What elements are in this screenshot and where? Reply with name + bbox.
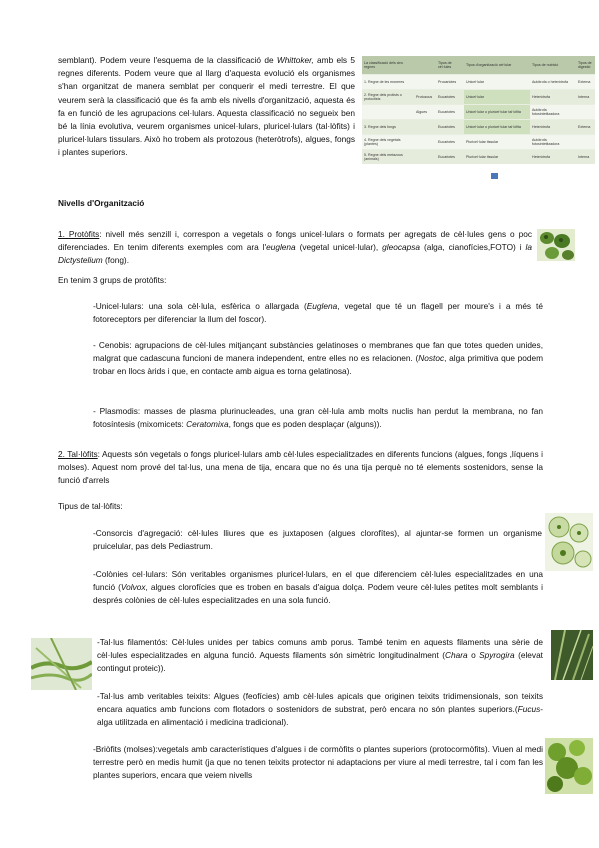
table-row: [362, 105, 595, 120]
protofits-paragraph: [58, 228, 532, 268]
plasmodis-paragraph: [93, 405, 543, 431]
protofits-italic: euglena: [266, 242, 296, 253]
unicelulars-text: -Unicel·lulars: una sola cèl·lula, esfèrica o allargada (: [93, 301, 307, 311]
table-row: [362, 75, 595, 90]
table-header-cell: La classificació dels cinc regnes: [362, 56, 414, 75]
table-cell: [414, 150, 436, 165]
protofits-italic: la Dictystelium: [58, 242, 532, 266]
filamentosos-text: -Tal·lus filamentós: Cèl·lules unides per tabics comuns amb porus. També tenim en aquests filaments una sèrie de cèl·lules especialitzades en alguna funció. Aquests filaments són simètric longitudinalment (: [97, 637, 543, 661]
chara-illustration: [31, 638, 92, 690]
table-row: [362, 135, 595, 150]
spirogyra-photo: [551, 630, 593, 680]
table-cell: Pluricel·lular tissular: [464, 135, 530, 150]
protofits-italic: gleocapsa: [382, 242, 420, 253]
protofits-text: (vegetal unicel·lular),: [295, 242, 383, 253]
talofits-paragraph: [58, 448, 543, 488]
filamentosos-text: (elevat contingut proteic)).: [97, 650, 543, 674]
cenobis-text: - Cenobis: agrupacions de cèl·lules mitjançant substàncies gelatinoses o membranes que fan que totes queden unides, malgrat que cadascuna funcioni de manera independent, entre elles no es relacionen. (: [93, 340, 543, 364]
types-title: Tipus de tal·lòfits:: [58, 501, 123, 511]
table-cell: Eucariotes: [436, 120, 464, 135]
colonies-paragraph: [93, 568, 543, 608]
table-cell: Protozous: [414, 90, 436, 105]
protofits-text: (fong).: [102, 255, 130, 266]
table-cell: 1. Regne de les moneres: [362, 75, 414, 90]
table-cell: Heteròtrofa: [530, 90, 576, 105]
unicelulars-paragraph: [93, 300, 543, 326]
cenobis-text: , alga primitiva que podem trobar en llocs àrids i que, en contacte amb aigua es torna gelatinosa).: [93, 353, 544, 377]
unicelulars-text: , vegetal que té un flagell per moure's i a més té fotoreceptors per diferenciar la llum del foscor).: [93, 301, 543, 325]
table-cell: Eucariotes: [436, 105, 464, 120]
table-header-cell: Tipus de digestió: [576, 56, 595, 75]
table-cell: 3. Regne dels fongs: [362, 120, 414, 135]
filamentosos-text: o: [467, 650, 480, 661]
talofits-heading: 2. Tal·lòfits: [58, 449, 98, 459]
table-cell: Unicel·lular: [464, 90, 530, 105]
table-cell: [576, 105, 595, 120]
table-cell: Unicel·lular: [464, 75, 530, 90]
table-cell: Externa: [576, 75, 595, 90]
table-header-cell: [414, 56, 436, 75]
table-cell: Autòtrofa o heteròtrofa: [530, 75, 576, 90]
plasmodis-text: , fongs que es poden desplaçar (alguns)).: [228, 419, 382, 430]
euglena-italic: Euglena: [306, 301, 338, 311]
consorcis-paragraph: -Consorcis d'agregació: cèl·lules lliures que es juxtaposen (algues clorofítes), al ajuntar-se formen un organisme pruicelular, pas dels Pediastrum.: [93, 528, 542, 552]
teixits-paragraph: [97, 690, 543, 730]
colonies-text: -Colònies cel·lulars: Són veritables organismes pluricel·lulars, en el que diferenciem cèl·lules especialitzades en una funció (: [93, 569, 543, 593]
section-title: Nivells d'Organització: [58, 198, 145, 208]
table-cell: [414, 75, 436, 90]
table-cell: Unicel·lular o pluricel·lular tal·lòfita: [464, 105, 530, 120]
protofits-heading: 1. Protòfits: [58, 229, 100, 239]
spyrogira-italic: Spyrogira: [479, 650, 515, 661]
filamentosos-paragraph: [97, 636, 543, 676]
table-cell: Autòtrofa fotosintetitzadora: [530, 135, 576, 150]
chara-photo: [31, 638, 92, 690]
teixits-text: -Tal·lus amb veritables teixits: Algues (feofícies) amb cèl·lules apicals que originen teixits tridimensionals, son teixits encara aquatics amb funcions com flotadors o sostenidors de substrat, però encara no són plantes superiors.(: [97, 691, 543, 715]
moss-illustration: [545, 738, 593, 794]
spirogyra-illustration: [551, 630, 593, 680]
table-cell: Heteròtrofa: [530, 150, 576, 165]
table-row: [362, 90, 595, 105]
table-cell: Eucariotes: [436, 90, 464, 105]
chara-italic: Chara: [445, 650, 468, 661]
briofits-paragraph: -Briòfits (molses):vegetals amb característiques d'algues i de cormòfits o plantes superiors (protocormòfits). Viuen al medi terrestre però en medis humit (ja que no tenen teixits protector ni adaptacions per viure al medi terrestre, tal i com fan les plantes superiors, encara que veiem nivells: [93, 744, 543, 781]
table-cell: Eucariotes: [436, 135, 464, 150]
moss-photo: [545, 738, 593, 794]
table-cell: Unicel·lular o pluricel·lular tal·lòfita: [464, 120, 530, 135]
table-cell: Interna: [576, 150, 595, 165]
teixits-text: - alga utilitzada en alimentació i medicina tradicional).: [97, 704, 543, 728]
table-cell: [414, 135, 436, 150]
table-cell: Externa: [576, 120, 595, 135]
protofits-text: : nivell més senzill i, correspon a vegetals o fongs unicel·lulars o formats per agregats de cèl·lules gens o poc diferenciades. En tenim diferents exemples com ara l': [58, 229, 532, 253]
table-cell: Heteròtrofa: [530, 120, 576, 135]
table-cell: Autòtrofa fotosintetitzadora: [530, 105, 576, 120]
ceratomixa-italic: Ceratomixa: [186, 419, 229, 430]
talofits-text: : Aquests són vegetals o fongs pluricel·lulars amb cèl·lules especialitzades en diferents funcions (algues, fongs ,líquens i molses). Aquest nom prové del tal·lus, una mena de tija, encara que no és una tija perquè no té elements sostenidors, sense la funció d'arrels: [58, 449, 543, 486]
anchor-marker: [491, 173, 498, 179]
protofits-text: (alga, cianofícies,FOTO) i: [420, 242, 526, 253]
table-cell: [362, 105, 414, 120]
euglena-illustration: [537, 229, 575, 261]
colonies-text: , algues clorofícies que es troben en basals d'aigua dolça. Podem veure cèl·lules petites molt semblants i després colònies de cèl·lules especialitzades en una sola funció.: [93, 582, 543, 606]
volvox-italic: Volvox: [120, 582, 146, 593]
fucus-italic: Fucus: [517, 704, 541, 715]
nostoc-italic: Nostoc: [418, 353, 445, 364]
table-cell: 5. Regne dels metazous (animals): [362, 150, 414, 165]
table-cell: Eucariotes: [436, 150, 464, 165]
euglena-photo: [537, 229, 575, 261]
table-cell: [576, 135, 595, 150]
intro-paragraph: [58, 54, 355, 160]
volvox-illustration: [545, 513, 593, 571]
table-header-cell: Tipus d'organització cel·lular: [464, 56, 530, 75]
table-cell: Pluricel·lular tissular: [464, 150, 530, 165]
five-kingdoms-table: [362, 56, 595, 164]
table-cell: Procariotes: [436, 75, 464, 90]
table-row: [362, 120, 595, 135]
table-cell: Algues: [414, 105, 436, 120]
table-cell: 2. Regne dels protists o protoctists: [362, 90, 414, 105]
cenobis-paragraph: [93, 339, 543, 379]
table-cell: Interna: [576, 90, 595, 105]
groups-intro: En tenim 3 grups de protòfits:: [58, 275, 167, 285]
whittaker-italic: Whittoker,: [276, 55, 314, 65]
table-header-row: [362, 56, 595, 75]
intro-text: semblant). Podem veure l'esquema de la classificació de: [58, 55, 277, 65]
table-header-cell: Tipus de nutrició: [530, 56, 576, 75]
volvox-photo: [545, 513, 593, 571]
table-row: [362, 150, 595, 165]
table-cell: 4. Regne dels vegetals (plantes): [362, 135, 414, 150]
table-cell: [414, 120, 436, 135]
intro-text-rest: amb els 5 regnes diferents. Podem veure que al llarg d'aquesta evolució els organismes s'han organitzat de manera semblat per conquerir el medi terrestre. El que veurem serà la classificació que és fa amb els nivells d'organització, aquesta és fa en funció de les agrupacions cel·lulars. Aquesta classificació no segueix ben bé la línia evolutiva, veurem organismes unicel·lulars, pluricel·lulars (tal·lòfits) i pluricel·lulars tissulars. Això ho trobem als protozous (heteròtrofs), algues, fongs i plantes superiors.: [58, 55, 355, 158]
table-header-cell: Tipus de cèl·lules: [436, 56, 464, 75]
plasmodis-text: - Plasmodis: masses de plasma plurinucleades, una gran cèl·lula amb molts nuclis han perdut la membrana, no fan fotosíntesis (mixomicets:: [93, 406, 543, 430]
